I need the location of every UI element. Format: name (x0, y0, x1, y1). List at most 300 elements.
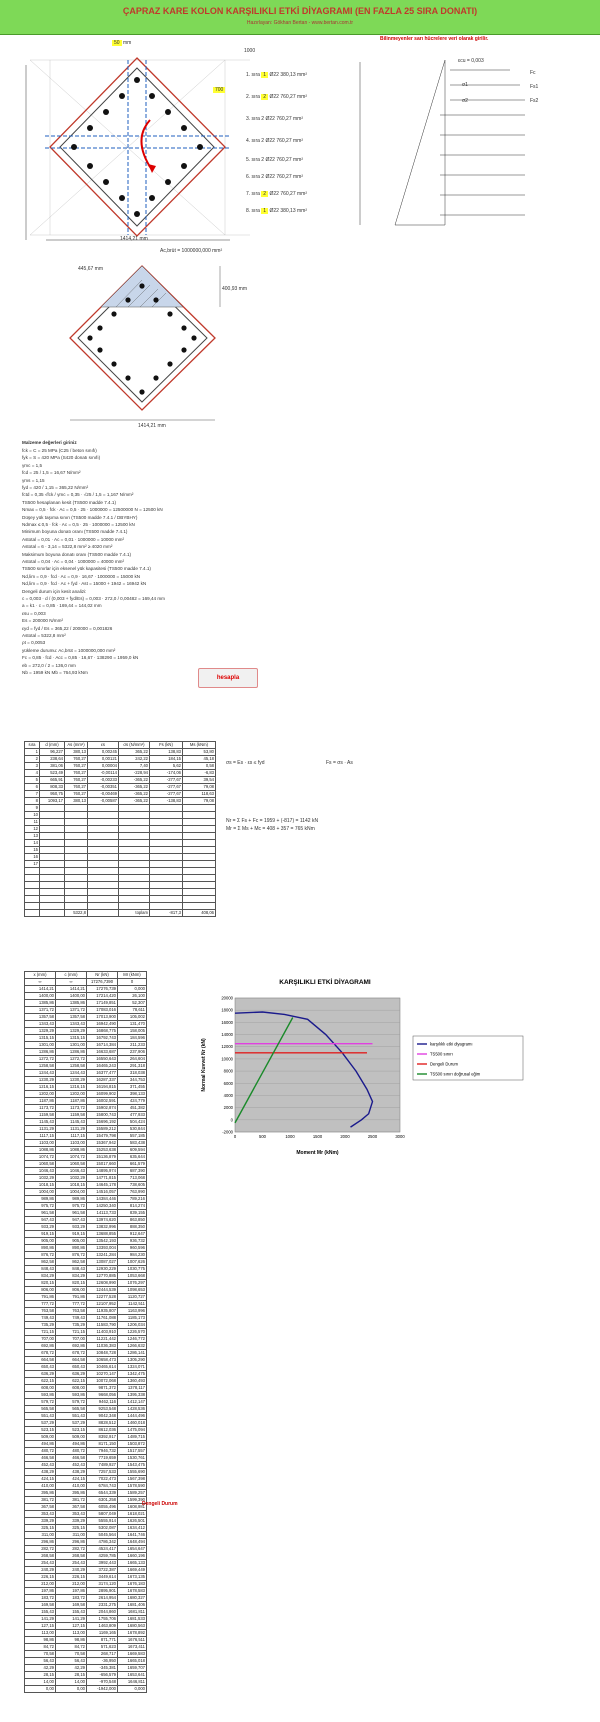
table-cell: 14771,815 (87, 1175, 118, 1182)
table-cell: 339,29 (56, 1518, 87, 1525)
table-row (25, 1287, 147, 1294)
table-cell: 905,00 (56, 1238, 87, 1245)
table-row (25, 1077, 147, 1084)
table-cell: 1120,727 (118, 1294, 147, 1301)
table-cell: 1669,449 (118, 1567, 147, 1574)
table-cell: 8828,512 (87, 1420, 118, 1427)
table-cell: 665,91 (40, 777, 65, 784)
table-cell: 1680,563 (118, 1623, 147, 1630)
table-cell: 197,86 (56, 1588, 87, 1595)
table-cell: 1669,583 (118, 1651, 147, 1658)
table-cell (40, 854, 65, 861)
table-cell: -365,22 (119, 777, 150, 784)
table-cell: 1680,327 (118, 1595, 147, 1602)
table-cell: 1173,72 (25, 1105, 56, 1112)
table-cell: 1103,00 (56, 1140, 87, 1147)
table-cell: 984,230 (118, 1252, 147, 1259)
table-row (25, 1182, 147, 1189)
table-cell: 15367,942 (87, 1140, 118, 1147)
table-cell: 919,15 (25, 1231, 56, 1238)
table-row (25, 826, 216, 833)
table-cell: 1378,117 (118, 1385, 147, 1392)
table-cell (88, 805, 119, 812)
table-cell: 1315,15 (25, 1035, 56, 1042)
row-area: 760,27 mm² (276, 138, 303, 144)
table-cell: 141,29 (56, 1616, 87, 1623)
table-cell: 876,72 (56, 1252, 87, 1259)
table-cell: 7,40 (119, 763, 150, 770)
table-cell: 424,15 (56, 1476, 87, 1483)
table-row (25, 1028, 147, 1035)
table-row (25, 1336, 147, 1343)
table-cell: 15136,879 (87, 1154, 118, 1161)
table-cell: 1676,511 (118, 1637, 147, 1644)
table-cell: 1202,00 (25, 1091, 56, 1098)
header-bar (0, 0, 600, 35)
table-cell: 1117,15 (56, 1133, 87, 1140)
table-row (25, 1357, 147, 1364)
table-row (25, 1560, 147, 1567)
table-cell (25, 896, 40, 903)
table-cell: -656,579 (87, 1672, 118, 1679)
y-tick-label: -2000 (222, 1129, 233, 1135)
table-row (25, 1588, 147, 1595)
table-row (25, 1084, 147, 1091)
table-cell (65, 847, 88, 854)
row-label: 3. sıra (246, 116, 260, 122)
y-tick-label: 18000 (221, 1007, 233, 1013)
table-row (25, 1007, 147, 1014)
table-cell: 0,58 (183, 763, 216, 770)
table-cell: 1654,647 (118, 1546, 147, 1553)
y-tick-label: 6000 (223, 1080, 233, 1086)
table-cell: 12277,528 (87, 1294, 118, 1301)
table-cell: 721,15 (56, 1329, 87, 1336)
table-row (25, 1231, 147, 1238)
calc-line: Astotal = 6 · 3,14 = 5322,8 mm² ≥ 4020 mm² (22, 544, 113, 550)
table-cell (40, 875, 65, 882)
table-row (25, 1245, 147, 1252)
table-cell: 17013,900 (87, 1014, 118, 1021)
table-cell: 7257,533 (87, 1469, 118, 1476)
table-cell: 975,72 (56, 1203, 87, 1210)
table-cell: 888,350 (118, 1224, 147, 1231)
table-cell (40, 882, 65, 889)
table-cell (88, 826, 119, 833)
table-cell: 1145,43 (25, 1119, 56, 1126)
table-cell: 238,64 (40, 756, 65, 763)
x-tick-label: 1000 (285, 1134, 295, 1139)
table-cell (183, 854, 216, 861)
x-tick-label: 1500 (312, 1134, 323, 1139)
table-cell: 6055,496 (87, 1504, 118, 1511)
table-row (25, 1644, 147, 1651)
table-row (25, 1518, 147, 1525)
table-cell (119, 840, 150, 847)
table-cell: 7489,927 (87, 1462, 118, 1469)
table-cell: 26,100 (118, 993, 147, 1000)
x-tick-label: 0 (233, 1134, 237, 1139)
table-cell: 16 (25, 854, 40, 861)
table-cell: 8392,917 (87, 1434, 118, 1441)
calc-line: TS500 sınırlar için eksenel yük kapasitesi (TS500 madde 7.4.1) (22, 566, 151, 572)
table-cell (183, 882, 216, 889)
table-cell: 438,29 (56, 1469, 87, 1476)
table-cell: 494,86 (25, 1441, 56, 1448)
table-cell: 777,72 (56, 1301, 87, 1308)
table-cell: 713,068 (118, 1175, 147, 1182)
table-cell (119, 875, 150, 882)
table-cell: 5555,914 (87, 1518, 118, 1525)
table-cell: 42,29 (56, 1665, 87, 1672)
table-cell: 466,58 (25, 1455, 56, 1462)
table-cell: 1475,094 (118, 1427, 147, 1434)
table-cell: 0,00004 (88, 763, 119, 770)
table-row (25, 749, 216, 756)
table-cell: 579,72 (25, 1399, 56, 1406)
table-cell: 523,49 (40, 770, 65, 777)
table-cell: 1046,43 (25, 1168, 56, 1175)
table-cell: 1489,715 (118, 1434, 147, 1441)
table-cell: 10658,473 (87, 1357, 118, 1364)
plot-area (235, 998, 400, 1132)
table-cell: 353,43 (56, 1511, 87, 1518)
table-cell: -6,83 (183, 770, 216, 777)
table-cell: 537,29 (56, 1420, 87, 1427)
table-row (25, 1133, 147, 1140)
table-cell: 1117,15 (25, 1133, 56, 1140)
table-cell: 936,732 (118, 1238, 147, 1245)
table-row (25, 1105, 147, 1112)
table-cell: 8612,036 (87, 1427, 118, 1434)
table-cell: 1634,412 (118, 1525, 147, 1532)
table-cell (119, 882, 150, 889)
table-row (25, 1259, 147, 1266)
hesapla-button[interactable]: hesapla (198, 668, 258, 688)
table-cell: 1032,29 (56, 1175, 87, 1182)
table-cell: 98,86 (25, 1637, 56, 1644)
table-row (25, 1098, 147, 1105)
calc-line: Nd,lim = 0,9 · fcd · Ac = 0,9 · 16,67 · 1000000 = 15000 kN (22, 573, 141, 579)
table-cell: 609,594 (118, 1147, 147, 1154)
table-row (25, 1301, 147, 1308)
table-row (25, 1637, 147, 1644)
rebar-row-table (24, 741, 216, 917)
table-row (25, 868, 216, 875)
table-cell: 183,72 (25, 1595, 56, 1602)
table-row (25, 1238, 147, 1245)
table-cell: 905,00 (25, 1238, 56, 1245)
table-cell: -0,00233 (88, 777, 119, 784)
table-cell: 839,155 (118, 1210, 147, 1217)
table-cell: 12770,885 (87, 1273, 118, 1280)
table-cell: 1053,668 (118, 1273, 147, 1280)
table-cell: 16550,643 (87, 1056, 118, 1063)
table-cell: 1004,00 (56, 1189, 87, 1196)
table-cell: 947,43 (25, 1217, 56, 1224)
table-cell: 79,08 (183, 784, 216, 791)
table-cell: 15017,660 (87, 1161, 118, 1168)
table-cell: 4 (25, 770, 40, 777)
table-cell (65, 819, 88, 826)
table-cell: 1517,557 (118, 1448, 147, 1455)
table-cell: -277,67 (150, 791, 183, 798)
table-cell: -365,22 (119, 798, 150, 805)
table-cell: 452,43 (56, 1462, 87, 1469)
row-bars-input[interactable]: 2 (263, 94, 267, 100)
side-input[interactable]: 700 (215, 87, 224, 93)
table-cell: 7022,473 (87, 1476, 118, 1483)
table-cell (150, 882, 183, 889)
row-bars-input[interactable]: 1 (263, 208, 267, 214)
table-row (25, 1049, 147, 1056)
table-cell: 664,58 (25, 1357, 56, 1364)
table-cell: 1074,72 (56, 1154, 87, 1161)
y-tick-label: 4000 (223, 1092, 233, 1098)
table-cell: 7946,732 (87, 1448, 118, 1455)
table-cell (88, 875, 119, 882)
total-ms: 408,06 (183, 910, 216, 917)
table-cell: 39,54 (183, 777, 216, 784)
table-cell: 1681,811 (118, 1609, 147, 1616)
table-row (25, 1574, 147, 1581)
table-cell: 155,43 (25, 1609, 56, 1616)
calc-line: Maksimum boyuna donatı oranı (TS500 madde 7.4.1) (22, 551, 132, 557)
table-cell: 240,29 (25, 1567, 56, 1574)
side-note-3: Nr = Σ Fs + Fc = 1959 + (-817) = 1142 kN (226, 818, 319, 824)
table-cell (65, 882, 88, 889)
table-cell: 848,43 (56, 1266, 87, 1273)
table-cell: 1673,411 (118, 1644, 147, 1651)
table-cell: 1272,72 (25, 1056, 56, 1063)
table-cell: 438,29 (25, 1469, 56, 1476)
table-row (25, 1539, 147, 1546)
table-cell: 1444,496 (118, 1413, 147, 1420)
table-cell: 1187,86 (56, 1098, 87, 1105)
y-tick-label: 10000 (221, 1056, 233, 1062)
table-cell: 1371,72 (56, 1007, 87, 1014)
total-fs: -817,3 (150, 910, 183, 917)
table-cell: 0,00 (25, 1686, 56, 1693)
interaction-values-table (24, 971, 147, 1693)
table-cell: 1676,183 (118, 1581, 147, 1588)
table-cell: 664,58 (56, 1357, 87, 1364)
table-cell: 14384,446 (87, 1196, 118, 1203)
table-cell: 0,00 (56, 1686, 87, 1693)
table-cell (40, 896, 65, 903)
table-row (25, 1392, 147, 1399)
page-title: ÇAPRAZ KARE KOLON KARŞILIKLI ETKİ DİYAGRAMI (EN FAZLA 25 SIRA DONATI) (122, 6, 478, 16)
table-cell (183, 833, 216, 840)
table-cell: 353,43 (25, 1511, 56, 1518)
table-row (25, 1294, 147, 1301)
table-cell: 5045,564 (87, 1532, 118, 1539)
table-cell: 16287,337 (87, 1077, 118, 1084)
table-cell: 1653,641 (118, 1672, 147, 1679)
table-cell (40, 819, 65, 826)
table-cell (65, 812, 88, 819)
calc-line: a = k1 · c = 0,85 · 169,44 = 144,02 mm (22, 603, 102, 609)
table-cell (88, 882, 119, 889)
table-row (25, 882, 216, 889)
table-cell: 494,86 (56, 1441, 87, 1448)
table-row (25, 1322, 147, 1329)
table-row (25, 903, 216, 910)
table-cell: 862,58 (25, 1259, 56, 1266)
row-phi: Ø22 (265, 116, 275, 122)
table-cell: 84,72 (56, 1644, 87, 1651)
col-header: sıra (25, 742, 40, 749)
table-row (25, 1210, 147, 1217)
table-cell: 318,038 (118, 1070, 147, 1077)
table-cell: 1286,141 (118, 1350, 147, 1357)
table-row (25, 805, 216, 812)
table-cell: 12930,229 (87, 1266, 118, 1273)
table-cell (150, 805, 183, 812)
row-bars-input[interactable]: 2 (263, 191, 267, 197)
table-cell: 184,596 (118, 1035, 147, 1042)
calc-line: Minimum boyuna donatı oranı (TS500 madde 7.4.1) (22, 529, 128, 535)
table-cell: 1088,86 (25, 1147, 56, 1154)
table-cell: 371,455 (118, 1084, 147, 1091)
table-row (25, 1266, 147, 1273)
col-header: Fs (kN) (150, 742, 183, 749)
table-row (25, 777, 216, 784)
col-header: Ms (kNm) (183, 742, 216, 749)
calc-line: Nb = 1959 kN Mb = 764,93 kNm (22, 670, 88, 675)
table-row (25, 1427, 147, 1434)
table-cell: 933,29 (56, 1224, 87, 1231)
table-cell: 70,58 (25, 1651, 56, 1658)
row-bars-input[interactable]: 1 (263, 72, 267, 78)
table-cell: 1599,390 (118, 1497, 147, 1504)
table-cell: 17 (25, 861, 40, 868)
table-cell (183, 903, 216, 910)
table-cell: 876,72 (25, 1252, 56, 1259)
table-cell: 84,72 (25, 1644, 56, 1651)
depth-dimension: 445,67 mm (78, 266, 104, 272)
table-cell: 1371,72 (25, 1007, 56, 1014)
table-cell: 1578,590 (118, 1483, 147, 1490)
table-row (25, 861, 216, 868)
table-cell: 1098,653 (118, 1287, 147, 1294)
table-row (25, 784, 216, 791)
table-cell: 738,605 (118, 1182, 147, 1189)
table-row (25, 1511, 147, 1518)
table-cell: 6 (25, 784, 40, 791)
table-cell: 16377,477 (87, 1070, 118, 1077)
table-cell: 15589,212 (87, 1126, 118, 1133)
table-cell (150, 875, 183, 882)
cover-input[interactable]: 50 (114, 40, 120, 46)
table-cell (150, 854, 183, 861)
table-cell: 1659,707 (118, 1665, 147, 1672)
table-cell: 118,63 (183, 791, 216, 798)
table-cell: 9871,372 (87, 1385, 118, 1392)
table-cell: 763,990 (118, 1189, 147, 1196)
table-cell: 1608,981 (118, 1504, 147, 1511)
table-cell (65, 805, 88, 812)
table-cell (150, 903, 183, 910)
table-cell: 1103,00 (25, 1140, 56, 1147)
table-cell: 947,43 (56, 1217, 87, 1224)
table-cell: 268,717 (87, 1651, 118, 1658)
table-cell: 282,72 (25, 1546, 56, 1553)
table-cell: 760,27 (65, 756, 88, 763)
table-cell: 1357,58 (56, 1014, 87, 1021)
table-cell: 760,27 (65, 784, 88, 791)
table-cell: 1018,15 (25, 1182, 56, 1189)
fs1-label: Fs1 (530, 84, 539, 90)
calc-line: c = 0,003 · d / (0,003 + fyd/Es) = 0,003 · 272,0 / 0,00482 = 169,44 mm (22, 596, 166, 601)
table-cell: 1673,135 (118, 1574, 147, 1581)
table-cell: 1266,632 (118, 1343, 147, 1350)
table-cell: 197,86 (25, 1588, 56, 1595)
table-cell: 661,579 (118, 1161, 147, 1168)
table-row (25, 1021, 147, 1028)
table-row (25, 763, 216, 770)
table-cell (150, 861, 183, 868)
table-cell (40, 840, 65, 847)
table-cell: 53,80 (183, 749, 216, 756)
calc-line: eb = 272,0 / 2 = 136,0 mm (22, 662, 76, 668)
table-cell: 6301,258 (87, 1497, 118, 1504)
table-cell: 52,307 (118, 1000, 147, 1007)
table-cell (150, 833, 183, 840)
calc-line: fyd = 420 / 1,15 = 365,22 N/mm² (22, 485, 89, 490)
table-cell (88, 854, 119, 861)
table-cell: 1301,00 (25, 1042, 56, 1049)
table-cell: 1046,43 (56, 1168, 87, 1175)
table-cell: 890,86 (56, 1245, 87, 1252)
table-cell (25, 868, 40, 875)
table-cell: 5,62 (150, 763, 183, 770)
table-cell: 1173,72 (56, 1105, 87, 1112)
page-subtitle: Hazırlayan: Gökhan Bertan - www.bertan.com.tr (246, 20, 354, 26)
table-row (25, 1343, 147, 1350)
table-cell: 11 (25, 819, 40, 826)
col-header: As (mm²) (65, 742, 88, 749)
row-label: 7. sıra (246, 191, 260, 197)
table-cell: -365,22 (119, 791, 150, 798)
table-cell: 155,43 (56, 1609, 87, 1616)
table-row (25, 1420, 147, 1427)
table-cell (119, 896, 150, 903)
table-row (25, 1553, 147, 1560)
table-row (25, 1154, 147, 1161)
table-cell: 862,58 (56, 1259, 87, 1266)
table-cell: 1226,570 (118, 1329, 147, 1336)
table-cell: 2614,954 (87, 1595, 118, 1602)
calc-line: Ndmax ≤ 0,5 · fck · Ac = 0,5 · 25 · 1000000 = 12500 kN (22, 522, 135, 527)
table-cell (183, 826, 216, 833)
table-cell: 1342,475 (118, 1371, 147, 1378)
row-phi: Ø22 (269, 208, 279, 214)
table-row (25, 1308, 147, 1315)
table-cell (40, 805, 65, 812)
table-cell: 311,00 (56, 1532, 87, 1539)
table-cell: 760,27 (65, 770, 88, 777)
table-cell: 9042,348 (87, 1413, 118, 1420)
table-cell: 381,72 (56, 1497, 87, 1504)
table-row (25, 854, 216, 861)
sigma1-label: σ1 (462, 82, 468, 88)
table-cell: 1060,58 (25, 1161, 56, 1168)
table-cell: 477,933 (118, 1112, 147, 1119)
table-cell: 1618,021 (118, 1511, 147, 1518)
calc-line: fctd = 0,35 √fck / γmc = 0,35 · √25 / 1,5 = 1,167 N/mm² (22, 492, 134, 498)
table-row (25, 1371, 147, 1378)
